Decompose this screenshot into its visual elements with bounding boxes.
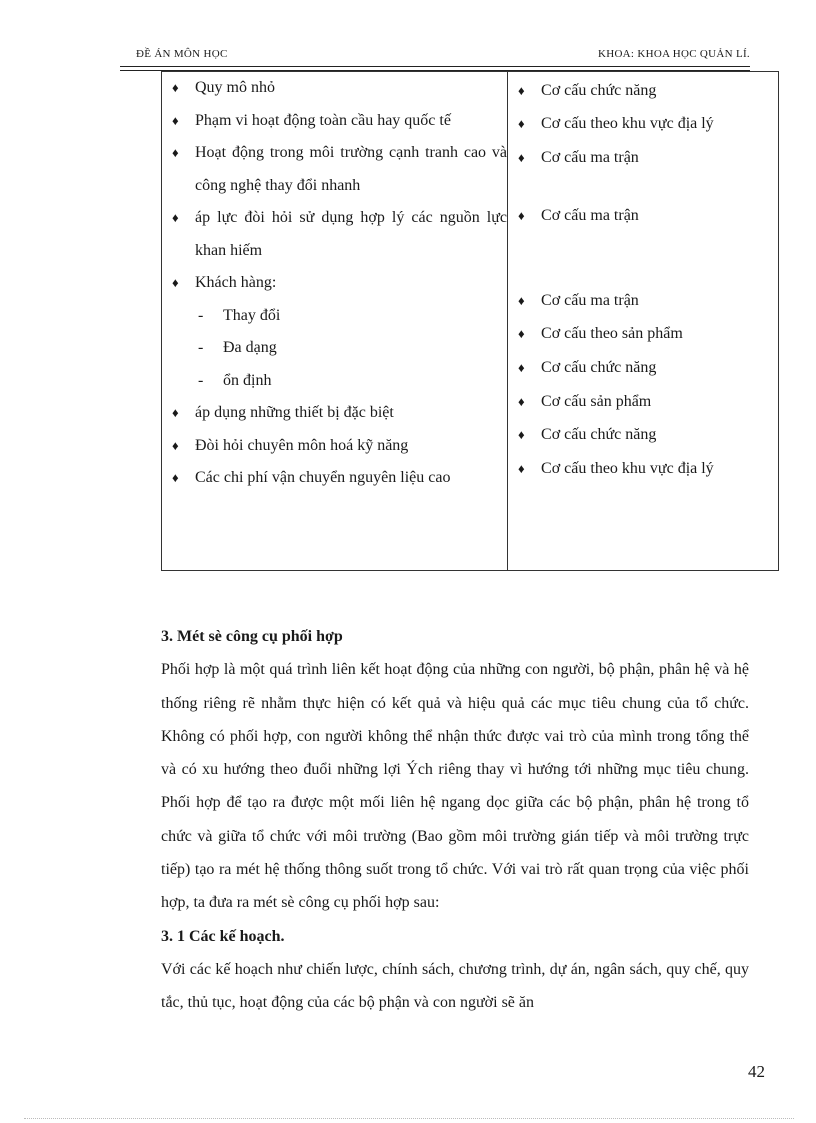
table-right-column [508,72,779,571]
diamond-icon: ♦ [518,208,525,223]
diamond-icon: ♦ [172,80,179,95]
diamond-icon: ♦ [172,112,179,128]
list-item: ♦ Cơ cấu chức năng [508,355,656,381]
list-item: ♦ Phạm vi hoạt động toàn cầu hay quốc tế [162,105,507,138]
list-item: ♦ Cơ cấu chức năng [508,422,656,448]
list-item: ♦ Khách hàng: [162,267,507,300]
list-item: ♦ Cơ cấu theo khu vực địa lý [508,456,714,482]
list-item: ♦ Cơ cấu ma trận [508,145,639,171]
section-heading: 3. Mét sè công cụ phối hợp [161,628,343,645]
list-item: ♦ Cơ cấu chức năng [508,78,656,104]
list-item: ♦ Cơ cấu theo khu vực địa lý [508,111,714,137]
header-course-title: ĐỀ ÁN MÔN HỌC [136,48,228,60]
diamond-icon: ♦ [518,394,525,409]
list-item: ♦ áp lực đòi hỏi sử dụng hợp lý các nguồn lực khan hiếm [162,202,507,267]
diamond-icon: ♦ [518,116,525,131]
sub-list-item: - Thay đổi [162,300,507,333]
dash-marker: - [198,306,204,324]
diamond-icon: ♦ [172,437,179,453]
diamond-icon: ♦ [518,326,525,341]
list-item: ♦ áp dụng những thiết bị đặc biệt [162,397,507,430]
diamond-icon: ♦ [518,150,525,165]
diamond-icon: ♦ [172,470,179,485]
diamond-icon: ♦ [172,275,179,290]
diamond-icon: ♦ [518,293,525,308]
table-left-column [162,72,508,571]
section-body [161,620,749,1020]
list-item: ♦ Quy mô nhỏ [162,72,507,105]
dash-marker: - [198,371,204,389]
header-faculty: KHOA: KHOA HỌC QUẢN LÍ. [597,48,750,60]
list-item: ♦ Cơ cấu theo sản phẩm [508,321,683,347]
page-bottom-border [24,1118,794,1119]
list-item: ♦ Cơ cấu ma trận [508,203,639,229]
list-item: ♦ Cơ cấu ma trận [508,288,639,314]
header-rule-thick [120,66,750,67]
diamond-icon: ♦ [172,145,179,160]
section-paragraph: Phối hợp là một quá trình liên kết hoạt động của những con người, bộ phận, phân hệ và hệ thống riêng rẽ nhằm thực hiện có kết quả và hiệu quả các mục tiêu chung của tổ chức. Không có phối hợp, con người không thể nhận thức được vai trò của mình trong tổng thể và có xu hướng theo đuổi những lợi Ých riêng thay vì hướng tới những mục tiêu chung. Phối hợp để tạo ra được một mối liên hệ ngang dọc giữa các bộ phận, phân hệ trong tổ chức và giữa tổ chức với môi trường (Bao gồm môi trường gián tiếp và môi trường trực tiếp) tạo ra mét hệ thống thông suốt trong tổ chức. Với vai trò rất quan trọng của việc phối hợp, ta đưa ra mét sè công cụ phối hợp sau: [161,661,749,912]
dash-marker: - [198,339,204,356]
page-header [120,44,750,66]
diamond-icon: ♦ [518,427,525,442]
list-item: ♦ Hoạt động trong môi trường cạnh tranh cao và công nghệ thay đổi nhanh [162,137,507,202]
sub-list-item: - Đa dạng [162,332,507,365]
diamond-icon: ♦ [518,360,525,375]
list-item: ♦ Các chi phí vận chuyển nguyên liệu cao [162,462,507,495]
sub-list-item: - ổn định [162,365,507,398]
list-item: ♦ Cơ cấu sản phẩm [508,389,651,415]
subsection-heading: 3. 1 Các kế hoạch. [161,927,285,945]
diamond-icon: ♦ [172,405,179,420]
subsection-paragraph: Với các kế hoạch như chiến lược, chính sách, chương trình, dự án, ngân sách, quy chế, quy tắc, thủ tục, hoạt động của các bộ phận và con người sẽ ăn [161,960,749,1012]
diamond-icon: ♦ [518,83,525,98]
diamond-icon: ♦ [518,461,525,476]
page-number: 42 [748,1062,765,1081]
list-item: ♦ Đòi hỏi chuyên môn hoá kỹ năng [162,430,507,463]
diamond-icon: ♦ [172,210,179,225]
structure-table [161,71,779,571]
